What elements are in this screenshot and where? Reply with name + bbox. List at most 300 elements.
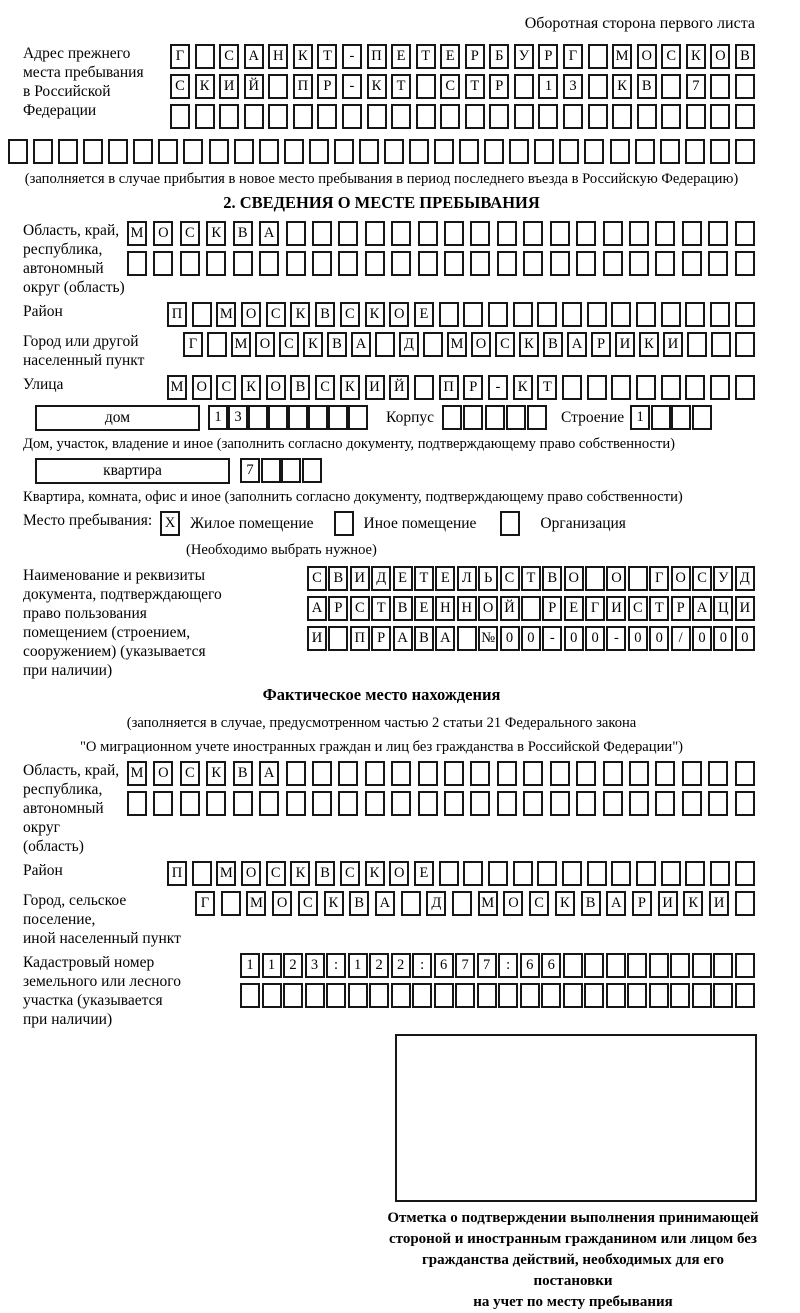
char-box xyxy=(391,983,411,1008)
char-box: В xyxy=(233,221,253,246)
char-box: Г xyxy=(585,596,605,621)
char-box xyxy=(576,251,596,276)
apartment-number-grid xyxy=(240,458,322,483)
char-box: С xyxy=(500,566,520,591)
char-box xyxy=(312,761,332,786)
char-box xyxy=(550,221,570,246)
char-box: 0 xyxy=(500,626,520,651)
char-box xyxy=(661,861,681,886)
char-box: 6 xyxy=(541,953,561,978)
char-box xyxy=(660,139,680,164)
char-box xyxy=(434,139,454,164)
char-box: С xyxy=(628,596,648,621)
char-box xyxy=(423,332,443,357)
char-box: И xyxy=(606,596,626,621)
char-box: О xyxy=(389,861,409,886)
char-box: - xyxy=(542,626,562,651)
char-box: А xyxy=(567,332,587,357)
char-box: С xyxy=(180,761,200,786)
char-box xyxy=(127,791,147,816)
section2-heading: 2. СВЕДЕНИЯ О МЕСТЕ ПРЕБЫВАНИЯ xyxy=(223,193,540,212)
char-box xyxy=(439,861,459,886)
char-box: 6 xyxy=(520,953,540,978)
char-box: Р xyxy=(591,332,611,357)
char-box: О xyxy=(266,375,286,400)
char-box: О xyxy=(710,44,730,69)
char-box: И xyxy=(350,566,370,591)
char-box xyxy=(312,791,332,816)
char-box xyxy=(562,302,582,327)
char-box: П xyxy=(167,302,187,327)
actual-location-heading: Фактическое место нахождения xyxy=(262,685,501,704)
char-box xyxy=(463,302,483,327)
char-box: Р xyxy=(371,626,391,651)
char-box xyxy=(442,405,462,430)
char-box xyxy=(661,302,681,327)
char-box xyxy=(682,791,702,816)
char-box xyxy=(585,566,605,591)
char-box: Г xyxy=(563,44,583,69)
char-box xyxy=(610,139,630,164)
char-box xyxy=(326,983,346,1008)
char-box: Й xyxy=(500,596,520,621)
char-box xyxy=(418,221,438,246)
char-box xyxy=(348,983,368,1008)
char-box xyxy=(281,458,301,483)
char-box xyxy=(338,761,358,786)
char-box: Г xyxy=(649,566,669,591)
char-box xyxy=(735,251,755,276)
al-city-label: Город, сельское поселение, иной населенный пункт xyxy=(23,892,181,947)
region-grid xyxy=(127,221,755,281)
char-box xyxy=(671,405,691,430)
char-box xyxy=(416,74,436,99)
char-box: Р xyxy=(317,74,337,99)
char-box xyxy=(682,761,702,786)
stay-type-checkbox-other xyxy=(334,511,354,536)
char-box xyxy=(268,74,288,99)
char-box xyxy=(603,251,623,276)
char-box: А xyxy=(259,761,279,786)
char-box: Е xyxy=(393,566,413,591)
char-box: М xyxy=(216,302,236,327)
char-box: Т xyxy=(414,566,434,591)
char-box xyxy=(365,221,385,246)
char-box: Е xyxy=(435,566,455,591)
char-box: / xyxy=(671,626,691,651)
char-box: К xyxy=(686,44,706,69)
char-box xyxy=(259,791,279,816)
char-box: К xyxy=(612,74,632,99)
char-box xyxy=(563,983,583,1008)
char-box: А xyxy=(259,221,279,246)
char-box xyxy=(713,953,733,978)
grid-row xyxy=(170,74,755,99)
grid-row xyxy=(183,332,755,357)
char-box xyxy=(153,791,173,816)
char-box xyxy=(83,139,103,164)
char-box: Т xyxy=(521,566,541,591)
char-box xyxy=(576,221,596,246)
char-box: 0 xyxy=(649,626,669,651)
char-box xyxy=(550,251,570,276)
korpus-label: Корпус xyxy=(386,409,434,426)
char-box xyxy=(286,761,306,786)
char-box: М xyxy=(612,44,632,69)
stroenie-grid xyxy=(630,405,712,430)
char-box: С xyxy=(180,221,200,246)
char-box xyxy=(661,375,681,400)
char-box: В xyxy=(233,761,253,786)
char-box xyxy=(523,761,543,786)
char-box xyxy=(588,44,608,69)
char-box xyxy=(735,302,755,327)
char-box: Е xyxy=(414,302,434,327)
char-box xyxy=(562,861,582,886)
char-box xyxy=(497,221,517,246)
apartment-note: Квартира, комната, офис и иное (заполнить согласно документу, подтверждающему право собственности) xyxy=(23,489,683,505)
char-box xyxy=(523,221,543,246)
char-box: 7 xyxy=(477,953,497,978)
char-box xyxy=(463,861,483,886)
char-box xyxy=(735,791,755,816)
al-region-grid xyxy=(127,761,755,821)
char-box: П xyxy=(350,626,370,651)
char-box: О xyxy=(471,332,491,357)
char-box xyxy=(514,104,534,129)
char-box xyxy=(509,139,529,164)
char-box xyxy=(58,139,78,164)
char-box: А xyxy=(692,596,712,621)
char-box xyxy=(391,251,411,276)
char-box xyxy=(259,139,279,164)
char-box xyxy=(584,139,604,164)
region-block xyxy=(8,221,755,297)
char-box xyxy=(587,861,607,886)
char-box xyxy=(457,626,477,651)
grid-row xyxy=(307,596,755,621)
char-box xyxy=(342,104,362,129)
grid-row xyxy=(167,861,755,886)
char-box xyxy=(735,983,755,1008)
korpus-grid xyxy=(442,405,547,430)
char-box: 1 xyxy=(630,405,650,430)
char-box: 0 xyxy=(692,626,712,651)
char-box: К xyxy=(365,302,385,327)
char-box xyxy=(233,251,253,276)
char-box xyxy=(710,74,730,99)
char-box xyxy=(710,104,730,129)
char-box xyxy=(538,104,558,129)
char-box: 2 xyxy=(369,953,389,978)
stay-type-note: (Необходимо выбрать нужное) xyxy=(186,542,377,558)
char-box xyxy=(655,221,675,246)
cadastral-grid xyxy=(240,953,755,1013)
char-box xyxy=(661,104,681,129)
char-box: О xyxy=(241,861,261,886)
char-box xyxy=(711,332,731,357)
char-box xyxy=(629,791,649,816)
char-box xyxy=(497,251,517,276)
char-box: Е xyxy=(391,44,411,69)
char-box xyxy=(513,861,533,886)
apartment-type-box: квартира xyxy=(35,458,230,484)
char-box xyxy=(627,983,647,1008)
char-box: К xyxy=(290,861,310,886)
char-box xyxy=(348,405,368,430)
char-box xyxy=(455,983,475,1008)
al-region-label: Область, край, республика, автономный округ (область) xyxy=(23,762,120,855)
al-city-block xyxy=(8,891,755,948)
char-box: С xyxy=(266,861,286,886)
char-box xyxy=(365,791,385,816)
char-box xyxy=(563,104,583,129)
char-box xyxy=(334,139,354,164)
char-box: О xyxy=(272,891,292,916)
house-number-grid xyxy=(208,405,368,430)
char-box xyxy=(588,74,608,99)
char-box xyxy=(108,139,128,164)
char-box: М xyxy=(127,221,147,246)
char-box xyxy=(219,104,239,129)
char-box: М xyxy=(167,375,187,400)
char-box: 3 xyxy=(305,953,325,978)
char-box xyxy=(261,458,281,483)
char-box xyxy=(523,791,543,816)
char-box xyxy=(369,983,389,1008)
char-box xyxy=(434,983,454,1008)
char-box xyxy=(470,761,490,786)
char-box: И xyxy=(658,891,678,916)
char-box xyxy=(192,302,212,327)
char-box xyxy=(244,104,264,129)
char-box: А xyxy=(307,596,327,621)
char-box xyxy=(127,251,147,276)
char-box xyxy=(284,139,304,164)
stay-type-row xyxy=(8,511,755,537)
stay-type-checkbox-residential xyxy=(160,511,180,536)
char-box xyxy=(612,104,632,129)
char-box xyxy=(444,791,464,816)
char-box: Т xyxy=(416,44,436,69)
char-box: Т xyxy=(649,596,669,621)
cadastral-label: Кадастровый номер земельного или лесного участка (указывается при наличии) xyxy=(23,954,181,1028)
char-box xyxy=(334,511,354,536)
char-box xyxy=(649,983,669,1008)
char-box: 0 xyxy=(735,626,755,651)
char-box: П xyxy=(439,375,459,400)
char-box: А xyxy=(435,626,455,651)
char-box xyxy=(584,953,604,978)
char-box xyxy=(708,251,728,276)
char-box: 7 xyxy=(686,74,706,99)
char-box xyxy=(534,139,554,164)
char-box xyxy=(391,104,411,129)
char-box xyxy=(440,104,460,129)
char-box xyxy=(692,983,712,1008)
char-box xyxy=(206,251,226,276)
cadastral-block xyxy=(8,953,755,1029)
char-box: Б xyxy=(489,44,509,69)
char-box: С xyxy=(219,44,239,69)
char-box xyxy=(521,596,541,621)
char-box xyxy=(685,139,705,164)
char-box: Т xyxy=(391,74,411,99)
char-box xyxy=(713,983,733,1008)
char-box: Р xyxy=(465,44,485,69)
char-box xyxy=(735,332,755,357)
char-box: М xyxy=(216,861,236,886)
char-box xyxy=(537,302,557,327)
char-box: Т xyxy=(537,375,557,400)
char-box xyxy=(293,104,313,129)
char-box xyxy=(409,139,429,164)
char-box: В xyxy=(543,332,563,357)
char-box: К xyxy=(293,44,313,69)
grid-row xyxy=(195,891,755,916)
char-box xyxy=(391,221,411,246)
char-box xyxy=(180,791,200,816)
char-box xyxy=(308,405,328,430)
char-box: 1 xyxy=(262,953,282,978)
char-box xyxy=(735,139,755,164)
char-box xyxy=(636,861,656,886)
stay-type-option-other: Иное помещение xyxy=(363,515,477,532)
char-box xyxy=(692,953,712,978)
char-box: 1 xyxy=(538,74,558,99)
char-box: М xyxy=(127,761,147,786)
prev-address-overflow-row xyxy=(8,139,755,164)
stamp-box xyxy=(395,1034,757,1202)
char-box xyxy=(611,302,631,327)
char-box: 0 xyxy=(585,626,605,651)
char-box xyxy=(606,983,626,1008)
ownership-doc-grid xyxy=(307,566,755,656)
stay-type-option-residential: Жилое помещение xyxy=(190,515,314,532)
char-box xyxy=(651,405,671,430)
char-box: В xyxy=(349,891,369,916)
char-box: С xyxy=(279,332,299,357)
char-box: Н xyxy=(457,596,477,621)
char-box xyxy=(234,139,254,164)
grid-row xyxy=(307,626,755,651)
char-box xyxy=(497,761,517,786)
stay-type-option-organization: Организация xyxy=(540,515,626,532)
char-box xyxy=(470,791,490,816)
char-box xyxy=(259,251,279,276)
apartment-row xyxy=(8,458,755,484)
char-box: 1 xyxy=(348,953,368,978)
char-box: И xyxy=(219,74,239,99)
char-box xyxy=(418,791,438,816)
char-box: Т xyxy=(465,74,485,99)
house-row xyxy=(8,405,755,431)
char-box xyxy=(416,104,436,129)
char-box xyxy=(587,302,607,327)
char-box xyxy=(328,626,348,651)
char-box xyxy=(444,761,464,786)
char-box xyxy=(708,761,728,786)
char-box xyxy=(685,302,705,327)
char-box: : xyxy=(326,953,346,978)
street-block xyxy=(8,375,755,400)
char-box xyxy=(485,405,505,430)
char-box xyxy=(603,221,623,246)
char-box xyxy=(283,983,303,1008)
char-box xyxy=(375,332,395,357)
char-box xyxy=(537,861,557,886)
char-box: Р xyxy=(632,891,652,916)
char-box xyxy=(636,375,656,400)
char-box xyxy=(506,405,526,430)
char-box xyxy=(576,791,596,816)
char-box xyxy=(207,332,227,357)
char-box xyxy=(268,405,288,430)
char-box: Д xyxy=(735,566,755,591)
char-box: Р xyxy=(538,44,558,69)
char-box xyxy=(611,375,631,400)
char-box: С xyxy=(350,596,370,621)
char-box: Г xyxy=(195,891,215,916)
char-box: Л xyxy=(457,566,477,591)
char-box xyxy=(629,761,649,786)
char-box xyxy=(611,861,631,886)
char-box: С xyxy=(440,74,460,99)
char-box: С xyxy=(529,891,549,916)
char-box xyxy=(692,405,712,430)
char-box: К xyxy=(303,332,323,357)
char-box xyxy=(302,458,322,483)
char-box: : xyxy=(412,953,432,978)
char-box xyxy=(587,375,607,400)
char-box: П xyxy=(293,74,313,99)
street-label: Улица xyxy=(23,376,64,393)
char-box: О xyxy=(606,566,626,591)
char-box xyxy=(635,139,655,164)
district-block xyxy=(8,302,755,327)
char-box: Т xyxy=(371,596,391,621)
char-box xyxy=(513,302,533,327)
char-box xyxy=(365,251,385,276)
ownership-doc-label: Наименование и реквизиты документа, подтверждающего право пользования помещением (строением, сооружением) (указывается при наличии) xyxy=(23,567,222,679)
grid-row xyxy=(127,761,755,786)
char-box xyxy=(195,104,215,129)
char-box xyxy=(489,104,509,129)
char-box: Р xyxy=(328,596,348,621)
char-box xyxy=(735,221,755,246)
char-box: Ь xyxy=(478,566,498,591)
char-box xyxy=(8,139,28,164)
char-box: 2 xyxy=(391,953,411,978)
char-box xyxy=(603,761,623,786)
char-box: - xyxy=(342,74,362,99)
char-box xyxy=(661,74,681,99)
al-district-label: Район xyxy=(23,862,63,879)
char-box: Г xyxy=(170,44,190,69)
char-box xyxy=(452,891,472,916)
char-box: О xyxy=(153,761,173,786)
char-box: В xyxy=(542,566,562,591)
grid-row xyxy=(170,104,755,129)
grid-row xyxy=(127,791,755,816)
char-box: И xyxy=(709,891,729,916)
char-box xyxy=(686,104,706,129)
char-box: В xyxy=(414,626,434,651)
char-box: Е xyxy=(414,861,434,886)
grid-row xyxy=(127,251,755,276)
char-box xyxy=(576,761,596,786)
char-box xyxy=(488,861,508,886)
